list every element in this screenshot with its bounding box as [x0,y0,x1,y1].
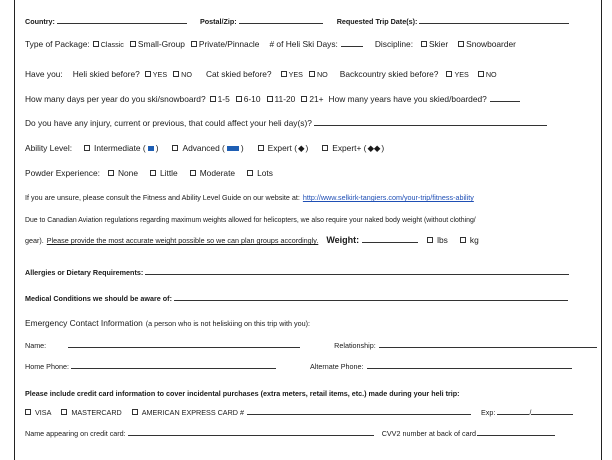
row-injury [25,118,547,128]
days-option-1-5[interactable]: 1-5 [206,94,230,104]
checkbox[interactable] [173,71,179,77]
relationship-label: Relationship: [334,341,376,350]
ability-intermediate[interactable]: Intermediate ( ) [72,143,158,153]
have-you-label: Have you: [25,69,63,79]
row-powder [25,168,273,178]
row-experience [25,69,497,79]
heli-yes[interactable]: YES [140,70,167,79]
package-option-private[interactable]: Private/Pinnacle [185,39,260,49]
powder-lots[interactable]: Lots [235,168,273,178]
ski-days-field[interactable] [341,39,363,47]
trip-dates-field[interactable] [419,16,569,24]
heli-skied-label: Heli skied before? [72,69,140,79]
trip-dates-label: Requested Trip Date(s): [336,17,418,26]
discipline-option-skier[interactable]: Skier [413,39,448,49]
powder-label: Powder Experience: [25,168,100,178]
weight-kg[interactable]: kg [448,235,479,245]
powder-moderate[interactable]: Moderate [178,168,235,178]
relationship-field[interactable] [379,340,597,348]
row-days [25,94,520,104]
row-allergies [25,267,569,277]
checkbox[interactable] [236,96,242,102]
powder-little[interactable]: Little [138,168,178,178]
card-amex[interactable]: AMERICAN EXPRESS CARD # [122,408,244,417]
checkbox[interactable] [446,71,452,77]
checkbox[interactable] [247,170,253,176]
row-emergency-phone [25,361,572,371]
weight-note-accurate: Please provide the most accurate weight possible so we can plan groups accordingly. [46,236,319,245]
backcountry-label: Backcountry skied before? [339,69,439,79]
checkbox[interactable] [427,237,433,243]
alt-phone-label: Alternate Phone: [309,362,364,371]
allergies-label: Allergies or Dietary Requirements: [25,268,144,277]
weight-lbs[interactable]: lbs [418,235,448,245]
checkbox[interactable] [322,145,328,151]
ski-days-label: # of Heli Ski Days: [269,39,338,49]
checkbox[interactable] [61,409,67,415]
allergies-field[interactable] [145,267,569,275]
days-per-year-label: How many days per year do you ski/snowboard? [25,94,206,104]
row-weight [25,235,479,245]
checkbox[interactable] [93,41,99,47]
checkbox[interactable] [108,170,114,176]
row-guide [25,193,474,202]
ability-expert-plus[interactable]: Expert+ ( ◆◆ ) [308,143,384,153]
country-label: Country: [25,17,55,26]
row-country [25,16,569,26]
emergency-title: Emergency Contact Information [25,318,143,328]
checkbox[interactable] [478,71,484,77]
exp-label: Exp: [480,408,496,417]
ability-label: Ability Level: [25,143,73,153]
cvv-label: CVV2 number at back of card [381,429,476,438]
checkbox[interactable] [191,41,197,47]
checkbox[interactable] [150,170,156,176]
checkbox[interactable] [309,71,315,77]
heli-no[interactable]: NO [167,70,192,79]
checkbox[interactable] [130,41,136,47]
exp-year-field[interactable] [531,407,573,415]
days-option-11-20[interactable]: 11-20 [261,94,296,104]
cat-yes[interactable]: YES [272,70,303,79]
days-option-21-plus[interactable]: 21+ [295,94,323,104]
double-black-diamond-icon: ◆◆ [367,143,381,153]
backcountry-no[interactable]: NO [469,70,497,79]
checkbox[interactable] [421,41,427,47]
checkbox[interactable] [190,170,196,176]
cvv-field[interactable] [477,428,555,436]
years-field[interactable] [490,94,520,102]
blue-square-icon [148,146,154,151]
double-blue-square-icon [227,146,239,151]
row-credit-cards [25,407,573,417]
row-ability [25,143,384,153]
weight-note-gear: gear). [25,236,44,245]
discipline-label: Discipline: [374,39,414,49]
checkbox[interactable] [301,96,307,102]
emergency-note: (a person who is not heliskiing on this trip with you): [145,319,310,328]
checkbox[interactable] [25,409,31,415]
medical-field[interactable] [174,293,568,301]
row-credit-name [25,428,555,438]
card-mastercard[interactable]: MASTERCARD [51,408,121,417]
weight-label: Weight: [326,235,360,245]
checkbox[interactable] [84,145,90,151]
weight-note-line1: Due to Canadian Aviation regulations regarding maximum weights allowed for helicopters, we also require your naked body weight (without clothing/ [25,217,476,224]
guide-link[interactable]: http://www.selkirk-tangiers.com/your-trip/fitness-ability [302,193,474,202]
home-phone-label: Home Phone: [25,362,69,371]
cat-no[interactable]: NO [303,70,328,79]
emergency-name-label: Name: [25,341,47,350]
checkbox[interactable] [281,71,287,77]
card-number-field[interactable] [247,407,471,415]
row-package [25,39,516,49]
row-medical [25,293,568,303]
package-label: Type of Package: [25,39,90,49]
checkbox[interactable] [145,71,151,77]
row-emergency-title [25,318,310,328]
cat-skied-label: Cat skied before? [205,69,272,79]
checkbox[interactable] [132,409,138,415]
credit-title: Please include credit card information to cover incidental purchases (extra meters, retail items, etc.) made during your heli trip: [25,389,460,398]
powder-none[interactable]: None [100,168,138,178]
name-on-card-field[interactable] [128,428,374,436]
weight-field[interactable] [362,235,418,243]
medical-label: Medical Conditions we should be aware of: [25,294,172,303]
checkbox[interactable] [210,96,216,102]
postal-field[interactable] [239,16,323,24]
checkbox[interactable] [460,237,466,243]
injury-label: Do you have any injury, current or previous, that could affect your heli day(s)? [25,118,312,128]
package-option-small-group[interactable]: Small-Group [124,39,185,49]
checkbox[interactable] [458,41,464,47]
exp-month-field[interactable] [497,407,532,417]
row-credit-title [25,389,460,398]
alt-phone-field[interactable] [367,361,572,369]
years-label: How many years have you skied/boarded? [328,94,487,104]
country-field[interactable] [57,16,187,24]
discipline-option-snowboarder[interactable]: Snowboarder [448,39,516,49]
days-option-6-10[interactable]: 6-10 [230,94,261,104]
ability-advanced[interactable]: Advanced ( ) [158,143,243,153]
card-visa[interactable]: VISA [25,408,51,417]
exp-slash: / [529,408,532,417]
ability-expert[interactable]: Expert ( ◆ ) [244,143,309,153]
black-diamond-icon: ◆ [297,143,305,153]
name-on-card-label: Name appearing on credit card: [25,429,126,438]
package-option-classic[interactable]: Classic [90,40,124,49]
backcountry-yes[interactable]: YES [438,70,468,79]
postal-label: Postal/Zip: [199,17,237,26]
guide-text: If you are unsure, please consult the Fitness and Ability Level Guide on our website at: [25,193,300,202]
row-weight-note [25,217,476,224]
checkbox[interactable] [267,96,273,102]
home-phone-field[interactable] [71,361,276,369]
emergency-name-field[interactable] [68,340,300,348]
checkbox[interactable] [172,145,178,151]
row-emergency-name [25,340,597,350]
checkbox[interactable] [258,145,264,151]
injury-field[interactable] [314,118,547,126]
